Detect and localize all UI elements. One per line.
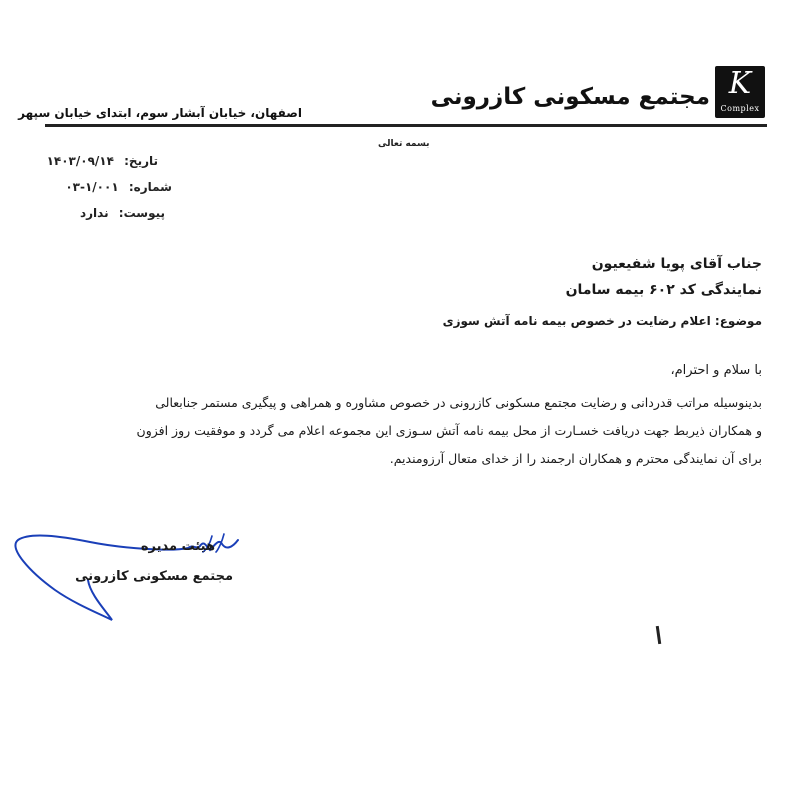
date-value: ۱۴۰۳/۰۹/۱۴	[46, 154, 114, 168]
company-address: اصفهان، خیابان آبشار سوم، ابتدای خیابان سپهر	[18, 106, 302, 120]
letter-date	[47, 154, 158, 168]
company-logo	[715, 66, 765, 118]
bismillah-heading: بسمه تعالی	[378, 139, 430, 149]
recipient-agency: نمایندگی کد ۶۰۲ بیمه سامان	[565, 282, 762, 298]
body-line: بدینوسیله مراتب قدردانی و رضایت مجتمع مسکونی کازرونی در خصوص مشاوره و همراهی و پیگیری مستمر جنابعالی	[155, 395, 762, 410]
body-line: برای آن نمایندگی محترم و همکاران ارجمند را از خدای متعال آرزومندیم.	[389, 451, 762, 466]
signature-title: هیئت مدیره	[140, 539, 215, 554]
header-divider	[45, 124, 767, 127]
letter-number	[65, 180, 172, 194]
pen-mark	[656, 626, 661, 644]
body-line: و همکاران ذیربط جهت دریافت خسـارت از محل بیمه نامه آتش سـوزی این مجموعه اعلام می گردد و موفقیت روز افزون	[136, 423, 762, 438]
number-value: ۰۳-۱/۰۰۱	[65, 180, 119, 194]
date-label: تاریخ:	[124, 154, 158, 168]
attachment-value: ندارد	[79, 206, 109, 220]
signature-organization: مجتمع مسکونی کازرونی	[75, 569, 233, 584]
logo-subtitle: Complex	[720, 104, 760, 113]
attachment-label: پیوست:	[118, 206, 165, 220]
company-name: مجتمع مسکونی کازرونی	[430, 84, 710, 110]
logo-letter: K	[728, 66, 752, 101]
greeting: با سلام و احترام،	[670, 363, 762, 378]
letter-attachment	[80, 206, 165, 220]
number-label: شماره:	[128, 180, 172, 194]
letter-subject: موضوع: اعلام رضایت در خصوص بیمه نامه آتش سوزی	[442, 314, 762, 328]
recipient-name: جناب آقای پویا شفیعیون	[591, 256, 762, 272]
